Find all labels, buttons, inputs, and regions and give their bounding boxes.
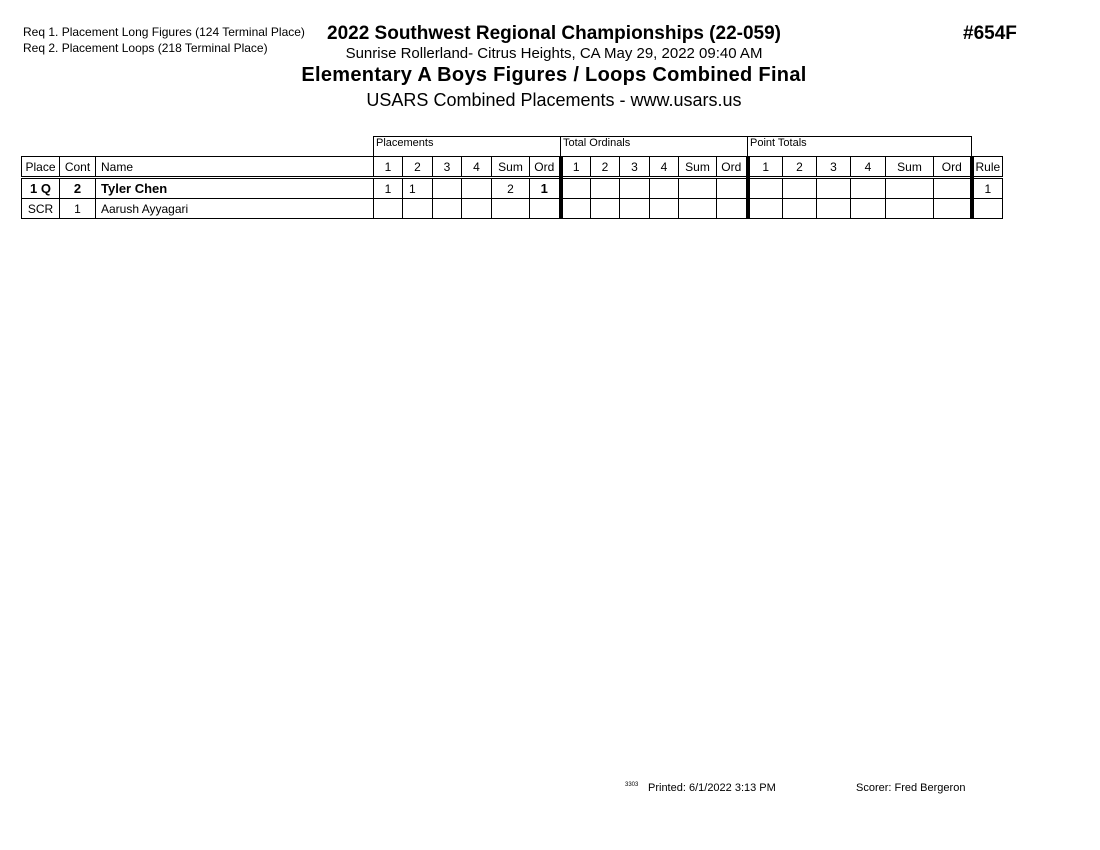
cell-p4 xyxy=(462,199,492,219)
scorer-name: Scorer: Fred Bergeron xyxy=(856,782,966,794)
cell-place: 1 Q xyxy=(22,178,60,199)
cell-t3 xyxy=(620,199,650,219)
cell-tsum xyxy=(679,178,717,199)
cell-p1: 1 xyxy=(374,178,403,199)
printed-timestamp: Printed: 6/1/2022 3:13 PM xyxy=(648,782,776,794)
col-place: Place xyxy=(22,157,60,178)
cell-p2: 1 xyxy=(403,178,433,199)
cell-tord xyxy=(717,178,748,199)
col-psum: Sum xyxy=(492,157,530,178)
cell-x2 xyxy=(783,199,817,219)
cell-tord xyxy=(717,199,748,219)
cell-t4 xyxy=(650,178,679,199)
cell-name: Aarush Ayyagari xyxy=(96,199,374,219)
cell-cont: 1 xyxy=(60,199,96,219)
cell-p1 xyxy=(374,199,403,219)
cell-xord xyxy=(934,199,972,219)
cell-cont: 2 xyxy=(60,178,96,199)
cell-t1 xyxy=(561,199,591,219)
requirement-2: Req 2. Placement Loops (218 Terminal Place) xyxy=(23,41,268,55)
cell-name: Tyler Chen xyxy=(96,178,374,199)
group-placements: Placements xyxy=(374,137,561,157)
cell-place: SCR xyxy=(22,199,60,219)
col-t4: 4 xyxy=(650,157,679,178)
cell-x1 xyxy=(748,178,783,199)
event-number: #654F xyxy=(963,23,1017,44)
cell-t2 xyxy=(591,178,620,199)
group-total-ordinals: Total Ordinals xyxy=(561,137,748,157)
cell-xsum xyxy=(886,178,934,199)
col-p4: 4 xyxy=(462,157,492,178)
col-cont: Cont xyxy=(60,157,96,178)
col-pord: Ord xyxy=(530,157,561,178)
col-t1: 1 xyxy=(561,157,591,178)
col-x1: 1 xyxy=(748,157,783,178)
cell-psum xyxy=(492,199,530,219)
venue-line: Sunrise Rollerland- Citrus Heights, CA May 29, 2022 09:40 AM xyxy=(345,45,763,62)
competition-title: 2022 Southwest Regional Championships (22-059) xyxy=(327,23,781,44)
placements-subtitle: USARS Combined Placements - www.usars.us xyxy=(366,90,742,110)
col-p1: 1 xyxy=(374,157,403,178)
cell-p3 xyxy=(433,178,462,199)
group-header-row xyxy=(22,137,1003,157)
col-t3: 3 xyxy=(620,157,650,178)
table-row xyxy=(22,178,1003,199)
col-rule: Rule xyxy=(972,157,1003,178)
cell-x1 xyxy=(748,199,783,219)
cell-t1 xyxy=(561,178,591,199)
cell-x4 xyxy=(851,178,886,199)
col-tsum: Sum xyxy=(679,157,717,178)
cell-p4 xyxy=(462,178,492,199)
cell-p3 xyxy=(433,199,462,219)
requirement-1: Req 1. Placement Long Figures (124 Terminal Place) xyxy=(23,25,305,39)
cell-x4 xyxy=(851,199,886,219)
cell-xord xyxy=(934,178,972,199)
cell-t4 xyxy=(650,199,679,219)
cell-x3 xyxy=(817,199,851,219)
footer-code: 3303 xyxy=(625,782,639,788)
cell-rule xyxy=(972,199,1003,219)
cell-p2 xyxy=(403,199,433,219)
col-p3: 3 xyxy=(433,157,462,178)
col-p2: 2 xyxy=(403,157,433,178)
col-x3: 3 xyxy=(817,157,851,178)
cell-pord: 1 xyxy=(530,178,561,199)
col-name: Name xyxy=(96,157,374,178)
cell-xsum xyxy=(886,199,934,219)
cell-t2 xyxy=(591,199,620,219)
cell-pord xyxy=(530,199,561,219)
cell-x2 xyxy=(783,178,817,199)
column-header-row xyxy=(22,157,1003,178)
col-tord: Ord xyxy=(717,157,748,178)
col-x4: 4 xyxy=(851,157,886,178)
cell-psum: 2 xyxy=(492,178,530,199)
results-table xyxy=(21,136,1003,219)
col-x2: 2 xyxy=(783,157,817,178)
cell-rule: 1 xyxy=(972,178,1003,199)
event-title: Elementary A Boys Figures / Loops Combined Final xyxy=(301,64,807,86)
cell-x3 xyxy=(817,178,851,199)
cell-tsum xyxy=(679,199,717,219)
cell-t3 xyxy=(620,178,650,199)
group-point-totals: Point Totals xyxy=(748,137,972,157)
table-row xyxy=(22,199,1003,219)
col-t2: 2 xyxy=(591,157,620,178)
col-xord: Ord xyxy=(934,157,972,178)
col-xsum: Sum xyxy=(886,157,934,178)
